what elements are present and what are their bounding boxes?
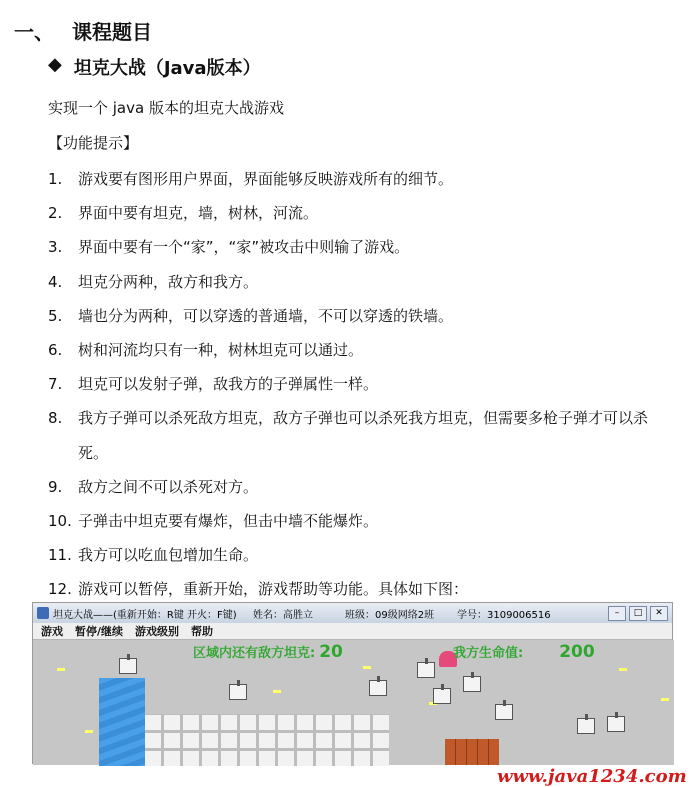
item-text: 坦克分两种，敌方和我方。 (78, 272, 259, 291)
tank-icon (229, 684, 247, 700)
item-number: 9. (48, 477, 63, 496)
list-item (0, 504, 695, 538)
item-text: 界面中要有坦克，墙，树林，河流。 (78, 204, 319, 223)
game-titlebar (33, 603, 672, 623)
enemy-counter-value: 20 (319, 642, 343, 662)
menu-pause-resume: 暂停/继续 (75, 625, 124, 638)
life-display (453, 642, 595, 662)
game-window-title: 坦克大战——(重新开始：R键 开火：F键) (53, 609, 237, 621)
item-text: 游戏可以暂停，重新开始，游戏帮助等功能。具体如下图： (78, 580, 469, 599)
item-text: 墙也分为两种，可以穿透的普通墙，不可以穿透的铁墙。 (78, 306, 454, 325)
section-title: 课程题目 (72, 20, 152, 44)
item-text: 子弹击中坦克要有爆炸，但击中墙不能爆炸。 (78, 512, 379, 531)
river-tile (99, 678, 145, 766)
game-field (33, 640, 687, 787)
app-icon (37, 607, 49, 619)
enemy-counter (193, 642, 343, 662)
list-item (0, 538, 695, 572)
list-item (0, 196, 695, 230)
student-class: 班级：09级网络2班 (345, 609, 435, 621)
watermark: www.java1234.com (497, 766, 687, 787)
list-item (0, 470, 695, 504)
tips-label: 【功能提示】 (48, 134, 139, 152)
steel-wall (145, 714, 389, 766)
item-text: 坦克可以发射子弹，敌我方的子弹属性一样。 (78, 375, 379, 394)
tank-icon (607, 716, 625, 732)
section-heading (14, 16, 152, 45)
item-number: 12. (48, 580, 72, 599)
item-text: 敌方之间不可以杀死对方。 (78, 477, 259, 496)
life-label: 我方生命值: (453, 646, 524, 661)
item-text: 树和河流均只有一种，树林坦克可以通过。 (78, 341, 364, 360)
student-name: 姓名：高胜立 (253, 609, 313, 621)
bullet-mark (57, 668, 65, 671)
intro-text: 实现一个 java 版本的坦克大战游戏 (48, 99, 284, 117)
bullet-mark (85, 730, 93, 733)
list-item (0, 230, 695, 264)
item-text: 游戏要有图形用户界面，界面能够反映游戏所有的细节。 (78, 170, 454, 188)
bullet-mark (661, 698, 669, 701)
window-controls (608, 606, 668, 621)
item-number: 4. (48, 272, 63, 291)
list-item (0, 162, 695, 196)
minimize-icon: – (608, 606, 626, 621)
tank-icon (463, 676, 481, 692)
list-item (0, 367, 695, 401)
tank-icon (369, 680, 387, 696)
list-item (0, 265, 695, 299)
game-menubar (33, 623, 672, 640)
tank-icon (119, 658, 137, 674)
list-item (0, 299, 695, 333)
bullet-mark (619, 668, 627, 671)
item-number: 2. (48, 204, 63, 223)
item-number: 11. (48, 546, 72, 565)
item-number: 6. (48, 341, 63, 360)
item-number: 7. (48, 375, 63, 394)
menu-game: 游戏 (41, 625, 63, 638)
life-value: 200 (559, 642, 595, 662)
menu-level: 游戏级别 (135, 625, 180, 638)
item-number: 3. (48, 238, 63, 257)
item-text: 我方可以吃血包增加生命。 (78, 546, 259, 565)
student-id: 学号：3109006516 (457, 609, 551, 621)
item-number: 1. (48, 170, 63, 188)
list-item (0, 401, 695, 469)
list-item (0, 333, 695, 367)
diamond-bullet-icon: ◆ (48, 54, 62, 75)
tank-icon (577, 718, 595, 734)
subsection-heading (48, 54, 261, 80)
game-screenshot (32, 602, 687, 787)
close-icon: ✕ (650, 606, 668, 621)
brick-wall (445, 739, 499, 765)
tank-icon (417, 662, 435, 678)
enemy-counter-label: 区域内还有敌方坦克: (193, 646, 316, 661)
section-number: 一、 (14, 20, 54, 44)
bullet-mark (363, 666, 371, 669)
item-text: 界面中要有一个“家”，“家”被攻击中则输了游戏。 (78, 238, 410, 257)
bullet-mark (273, 690, 281, 693)
item-number: 5. (48, 306, 63, 325)
tank-icon (495, 704, 513, 720)
item-text: 我方子弹可以杀死敌方坦克，敌方子弹也可以杀死我方坦克，但需要多枪子弹才可以杀死。 (78, 409, 649, 462)
menu-help: 帮助 (191, 625, 214, 638)
subsection-title: 坦克大战（Java版本） (73, 58, 261, 79)
tank-icon (433, 688, 451, 704)
maximize-icon: □ (629, 606, 647, 621)
item-number: 8. (48, 409, 63, 428)
item-number: 10. (48, 512, 72, 531)
feature-list (0, 162, 695, 607)
